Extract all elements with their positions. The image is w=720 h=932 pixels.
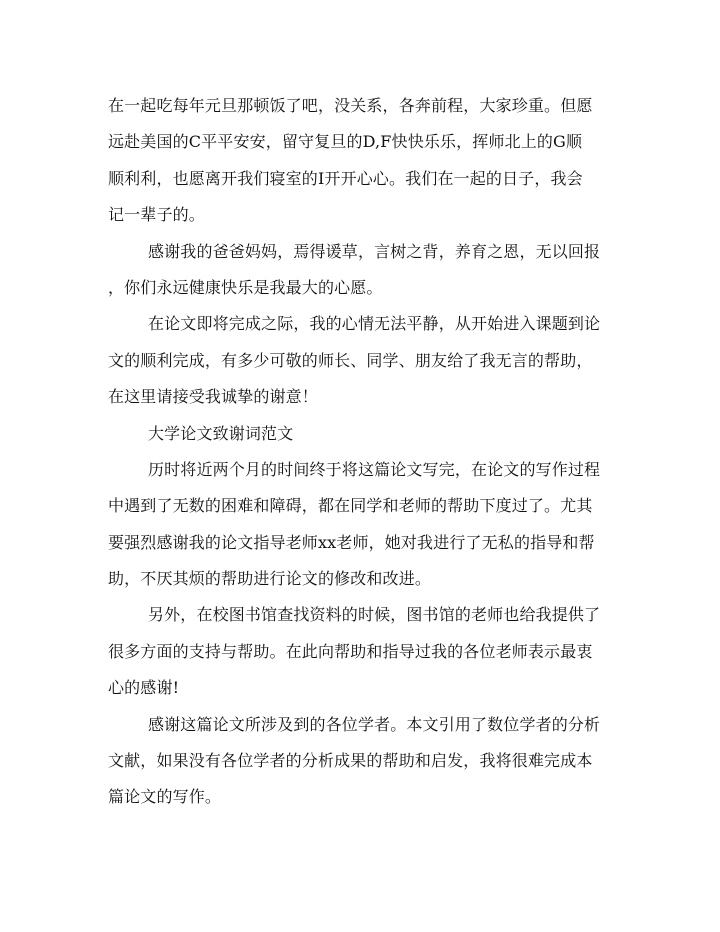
paragraph-first-line: 感谢这篇论文所涉及到的各位学者。本文引用了数位学者的分析 (148, 714, 601, 734)
text-line: 要强烈感谢我的论文指导老师xx老师，她对我进行了无私的指导和帮 (108, 532, 595, 552)
text-line: 助，不厌其烦的帮助进行论文的修改和改进。 (108, 569, 432, 589)
paragraph-first-line: 在论文即将完成之际，我的心情无法平静，从开始进入课题到论 (148, 314, 601, 334)
text-line: 篇论文的写作。 (108, 787, 222, 807)
text-line: 文献，如果没有各位学者的分析成果的帮助和启发，我将很难完成本 (108, 751, 593, 771)
text-line: 在这里请接受我诚挚的谢意！ (108, 387, 318, 407)
text-line: 记一辈子的。 (108, 205, 205, 225)
text-line: ，你们永远健康快乐是我最大的心愿。 (108, 277, 383, 297)
text-line: 心的感谢! (108, 678, 180, 698)
text-line: 远赴美国的C平平安安，留守复旦的D,F快快乐乐，挥师北上的G顺 (108, 132, 583, 152)
section-heading: 大学论文致谢词范文 (148, 423, 294, 443)
text-line: 文的顺利完成，有多少可敬的师长、同学、朋友给了我无言的帮助， (108, 350, 593, 370)
paragraph-first-line: 另外，在校图书馆查找资料的时候，图书馆的老师也给我提供了 (148, 605, 601, 625)
text-line: 中遇到了无数的困难和障碍，都在同学和老师的帮助下度过了。尤其 (108, 496, 593, 516)
text-line: 在一起吃每年元旦那顿饭了吧，没关系，各奔前程，大家珍重。但愿 (108, 96, 593, 115)
text-line: 顺利利，也愿离开我们寝室的I开开心心。我们在一起的日子，我会 (108, 168, 583, 188)
paragraph-first-line: 感谢我的爸爸妈妈，焉得谖草，言树之背，养育之恩，无以回报 (148, 241, 601, 261)
document-body (108, 88, 612, 816)
paragraph-first-line: 历时将近两个月的时间终于将这篇论文写完，在论文的写作过程 (148, 459, 601, 479)
text-line: 很多方面的支持与帮助。在此向帮助和指导过我的各位老师表示最衷 (108, 641, 593, 661)
